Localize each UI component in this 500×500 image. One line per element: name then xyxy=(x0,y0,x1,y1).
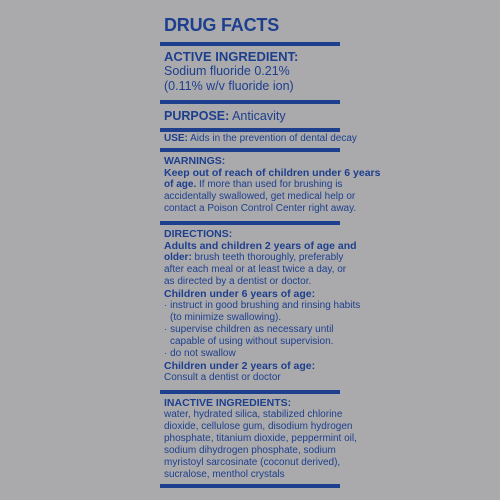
warnings-line: accidentally swallowed, get medical help or xyxy=(164,191,356,202)
directions-adults-rest: brush teeth thoroughly, preferably xyxy=(191,252,344,263)
directions-under2-heading: Children under 2 years of age: xyxy=(164,360,316,372)
divider-thick xyxy=(160,221,340,225)
purpose-text: Anticavity xyxy=(232,109,286,123)
drug-facts-title: DRUG FACTS xyxy=(164,15,280,35)
use-section xyxy=(164,133,357,145)
active-ingredient-section xyxy=(164,49,340,94)
inactive-ingredients-line: sodium dihydrogen phosphate, sodium xyxy=(164,445,336,456)
inactive-ingredients-line: water, hydrated silica, stabilized chlorine xyxy=(164,409,343,420)
directions-section xyxy=(164,228,361,384)
directions-under6-heading: Children under 6 years of age: xyxy=(164,288,316,300)
divider-thick xyxy=(160,148,340,152)
divider-thick xyxy=(160,100,340,104)
directions-under6-item: · instruct in good brushing and rinsing habits xyxy=(164,300,361,311)
directions-under2-text: Consult a dentist or doctor xyxy=(164,372,281,383)
directions-adults-line: after each meal or at least twice a day, or xyxy=(164,264,347,275)
use-heading: USE: xyxy=(164,133,188,144)
directions-adults-line: Adults and children 2 years of age and xyxy=(164,240,357,252)
divider-thick xyxy=(160,128,340,132)
divider-thick xyxy=(160,42,340,46)
inactive-ingredients-line: phosphate, titanium dioxide, peppermint oil, xyxy=(164,433,357,444)
directions-under6-item: capable of using without supervision. xyxy=(170,336,334,347)
inactive-ingredients-heading: INACTIVE INGREDIENTS: xyxy=(164,397,292,409)
directions-adults-line: as directed by a dentist or doctor. xyxy=(164,276,312,287)
warnings-section xyxy=(164,155,381,215)
inactive-ingredients-section xyxy=(164,397,357,481)
inactive-ingredients-line: dioxide, cellulose gum, disodium hydrogen xyxy=(164,421,353,432)
divider-thick xyxy=(160,484,340,488)
inactive-ingredients-line: sucralose, menthol crystals xyxy=(164,469,285,480)
inactive-ingredients-line: myristoyl sarcosinate (coconut derived), xyxy=(164,457,341,468)
warnings-heading: WARNINGS: xyxy=(164,155,226,167)
divider-thick xyxy=(160,390,340,394)
directions-heading: DIRECTIONS: xyxy=(164,228,233,240)
active-ingredient-line: Sodium fluoride 0.21% xyxy=(164,64,290,78)
drug-facts-panel xyxy=(160,0,381,500)
active-ingredient-line: (0.11% w/v fluoride ion) xyxy=(164,79,294,93)
directions-under6-item: · do not swallow xyxy=(164,348,236,359)
purpose-section xyxy=(164,109,340,124)
warnings-line: contact a Poison Control Center right away. xyxy=(164,203,357,214)
warnings-line-bold: of age. xyxy=(164,179,197,190)
purpose-heading: PURPOSE: xyxy=(164,109,230,123)
directions-under6-item: (to minimize swallowing). xyxy=(170,312,282,323)
active-ingredient-heading: ACTIVE INGREDIENT: xyxy=(164,49,299,64)
use-text: Aids in the prevention of dental decay xyxy=(190,133,357,144)
warnings-line-rest: If more than used for brushing is xyxy=(196,179,343,190)
warnings-line: Keep out of reach of children under 6 years xyxy=(164,167,381,179)
directions-under6-item: · supervise children as necessary until xyxy=(164,324,334,335)
directions-adults-bold: older: xyxy=(164,252,192,263)
